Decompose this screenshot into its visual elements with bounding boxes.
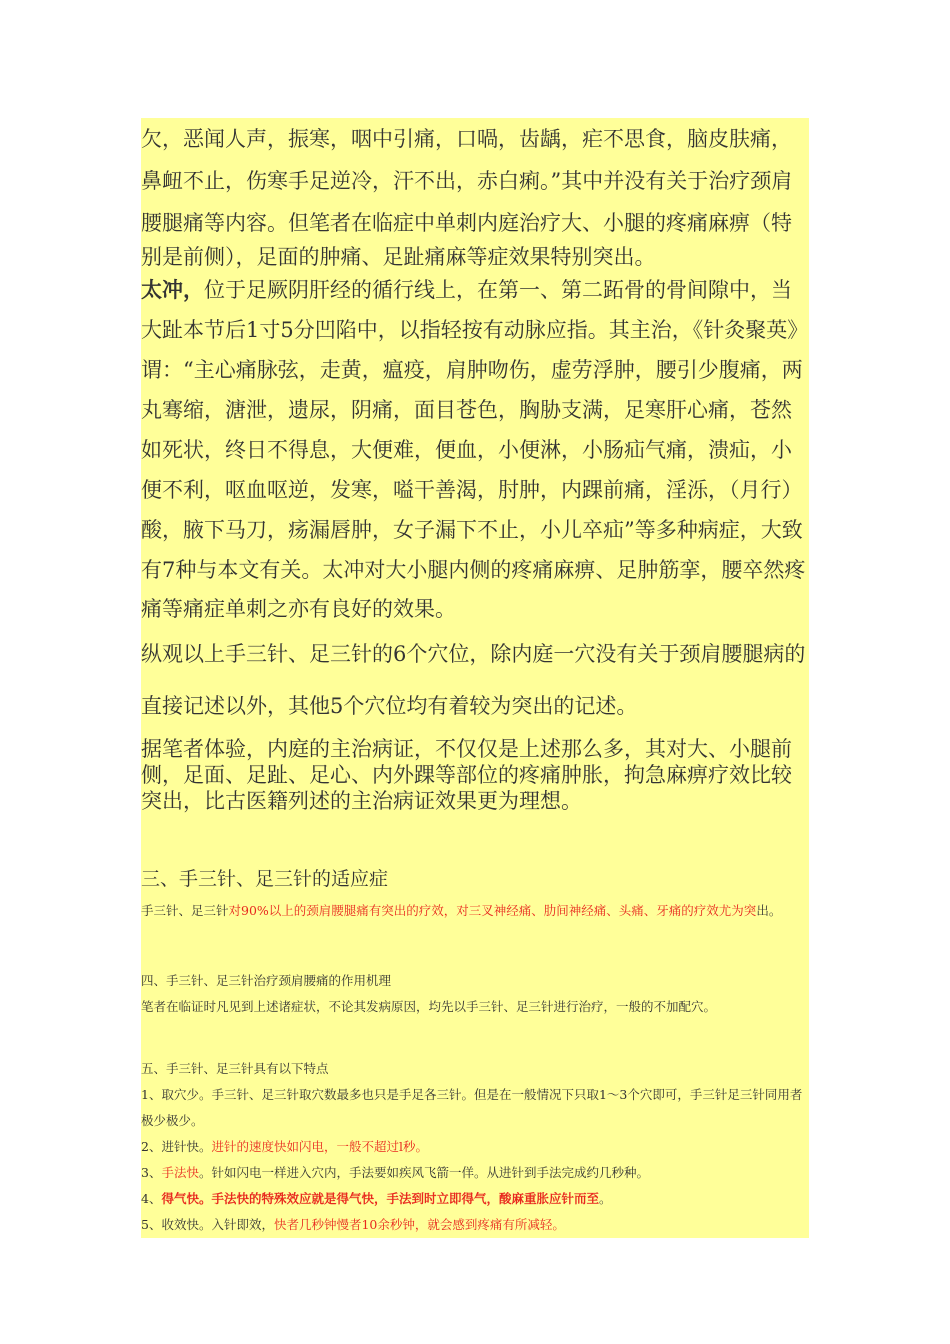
section-3-body-highlight: 对90%以上的颈肩腰腿痛有突出的疗效，对三叉神经痛、肋间神经痛、头痛、牙痛的疗效尤为突 [228, 903, 757, 918]
section-3-body-lead: 手三针、足三针 [141, 903, 229, 918]
paragraph-summary: 纵观以上手三针、足三针的6个穴位，除内庭一穴没有关于颈肩腰腿病的直接记述以外，其他5个穴位均有着较为突出的记述。 [141, 642, 806, 718]
feature-item-3 [141, 1160, 809, 1186]
feature-item-4-highlight: 得气快。手法快的特殊效应就是得气快，手法到时立即得气，酸麻重胀应针而至 [161, 1191, 599, 1206]
section-3-body [141, 898, 809, 924]
taichong-effect-text: 太冲对大小腿内侧的疼痛麻痹、足肿筋挛，腰卒然疼痛等痛症单刺之亦有良好的效果。 [141, 558, 806, 621]
feature-item-3-highlight: 手法快 [161, 1165, 199, 1180]
feature-item-2-lead: 2、进针快。 [141, 1139, 212, 1154]
feature-item-4-tail: 。 [598, 1191, 612, 1206]
feature-item-1: 1、取穴少。手三针、足三针取穴数最多也只是手足各三针。但是在一般情况下只取1～3个穴即可，手三针足三针同用者极少极少。 [141, 1087, 803, 1128]
feature-item-5 [141, 1212, 809, 1238]
spacer [141, 1020, 809, 1056]
paragraph-taichong [141, 270, 809, 628]
section-5-heading: 五、手三针、足三针具有以下特点 [141, 1061, 329, 1076]
spacer [141, 814, 809, 866]
section-3-body-tail: 出。 [756, 903, 782, 918]
feature-item-2-highlight: 进针的速度快如闪电，一般不超过l秒。 [211, 1139, 428, 1154]
feature-item-3-lead: 3、 [141, 1165, 162, 1180]
highlighted-text-block [141, 118, 809, 1238]
paragraph-experience: 据笔者体验，内庭的主治病证，不仅仅是上述那么多，其对大、小腿前侧，足面、足趾、足心、内外踝等部位的疼痛肿胀，拘急麻痹疗效比较突出，比古医籍列述的主治病证效果更为理想。 [141, 737, 792, 813]
feature-item-3-tail: 。针如闪电一样进入穴内，手法要如疾风飞箭一佯。从进针到手法完成约几秒种。 [198, 1165, 649, 1180]
section-4-heading: 四、手三针、足三针治疗颈肩腰痛的作用机理 [141, 973, 392, 988]
neiting-indications-text: 欠，恶闻人声，振寒，咽中引痛，口喎，齿龋，疟不思食，脑皮肤痛，鼻衄不止，伤寒手足逆冷，汗不出，赤白痢。”其中并没有关于治疗颈肩腰腿痛等内容。 [141, 127, 793, 235]
paragraph-neiting [141, 118, 809, 270]
taichong-term: 太冲， [141, 277, 204, 302]
feature-item-5-lead: 5、收效快。入针即效， [141, 1217, 274, 1232]
feature-item-2 [141, 1134, 809, 1160]
section-4-body: 笔者在临证时凡见到上述诸症状，不论其发病原因，均先以手三针、足三针进行治疗，一般的不加配穴。 [141, 999, 717, 1014]
neiting-experience-text: 但笔者在临症中单刺内庭治疗大、小腿的疼痛麻痹（特别是前侧），足面的肿痛、足趾痛麻等症效果特别突出。 [141, 211, 792, 269]
feature-item-5-highlight: 快者几秒钟慢者10余秒钟，就会感到疼痛有所减轻。 [273, 1217, 565, 1232]
feature-item-4-lead: 4、 [141, 1191, 162, 1206]
section-3-heading: 三、手三针、足三针的适应症 [141, 868, 389, 890]
taichong-description-text: 位于足厥阴肝经的循行线上，在第一、第二跖骨的骨间隙中，当大趾本节后1寸5分凹陷中，以指轻按有动脉应指。其主治，《针灸聚英》谓：“主心痛脉弦，走黄，瘟疫，肩肿吻伤，虚劳浮肿，腰引少腹痛，两丸骞缩，溏泄，遗尿，阴痛，面目苍色，胸胁支满，足寒肝心痛，苍然如死状，终日不得息，大便难，便血，小便淋，小肠疝气痛，溃疝，小便不利，呕血呕逆，发寒，嗌干善渴，肘肿，内踝前痛，淫泺，（月行）酸，腋下马刀，疡漏唇肿，女子漏下不止，小儿卒疝”等多种病症，大致有7种与本文有关。 [141, 278, 809, 582]
feature-item-4 [141, 1186, 809, 1212]
spacer [141, 924, 809, 968]
